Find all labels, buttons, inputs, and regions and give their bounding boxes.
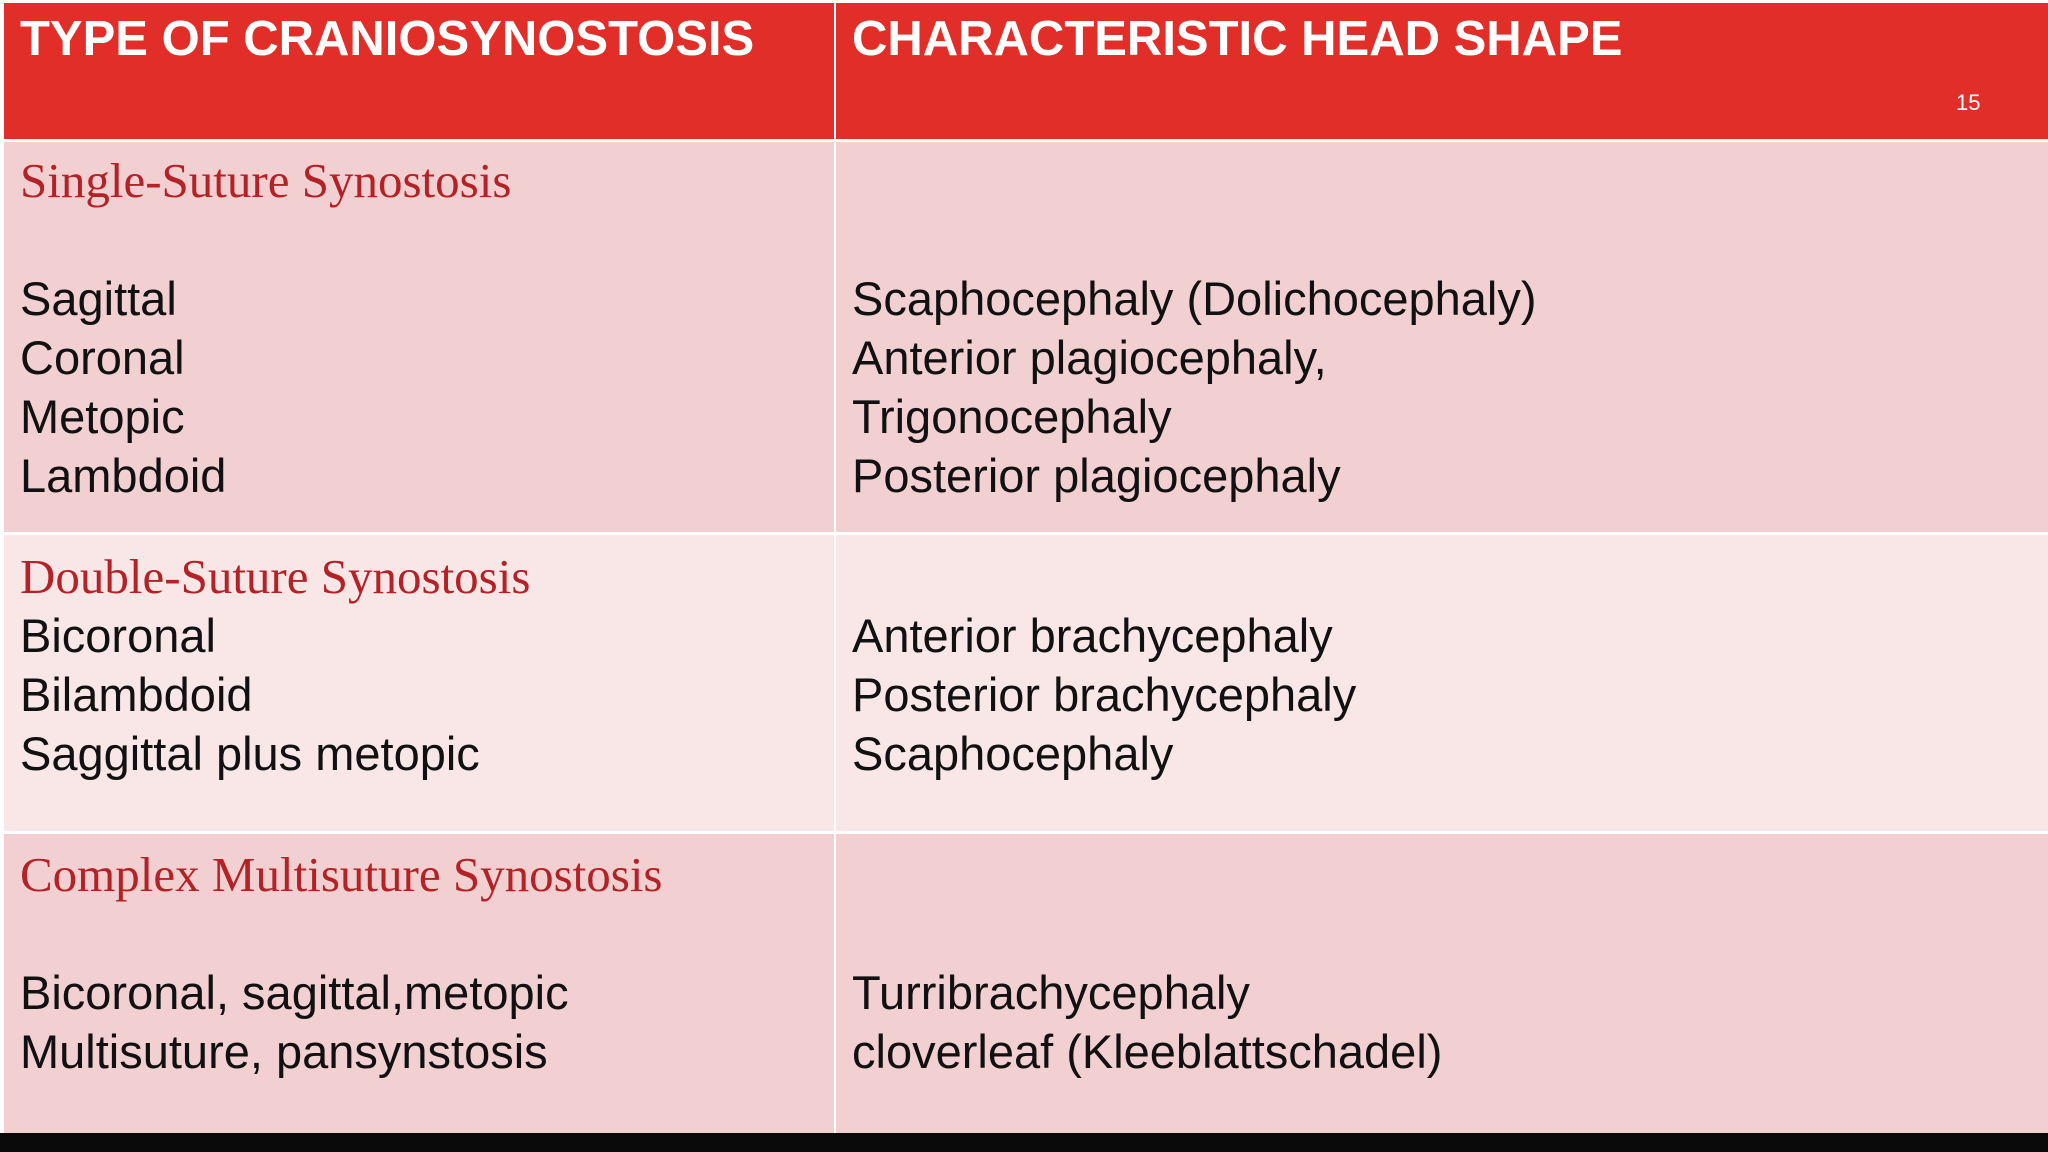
shape-turribrachycephaly: Turribrachycephaly — [852, 966, 1250, 1019]
type-bicoronal: Bicoronal — [20, 609, 216, 662]
single-suture-types-cell — [4, 142, 834, 532]
type-bilambdoid: Bilambdoid — [20, 668, 253, 721]
section-title-double-suture: Double-Suture Synostosis — [20, 549, 531, 604]
shape-posterior-brachycephaly: Posterior brachycephaly — [852, 668, 1357, 721]
single-suture-shapes-cell — [836, 142, 2048, 532]
type-coronal: Coronal — [20, 331, 185, 384]
section-title-single-suture: Single-Suture Synostosis — [20, 153, 512, 208]
type-bicoronal-sagittal-metopic: Bicoronal, sagittal,metopic — [20, 966, 569, 1019]
shape-trigonocephaly: Trigonocephaly — [852, 390, 1172, 443]
header-type-label: TYPE OF CRANIOSYNOSTOSIS — [20, 12, 755, 66]
header-shape-label: CHARACTERISTIC HEAD SHAPE — [852, 12, 1623, 66]
type-multisuture-pansynostosis: Multisuture, pansynstosis — [20, 1025, 548, 1078]
shape-anterior-brachycephaly: Anterior brachycephaly — [852, 609, 1333, 662]
type-lambdoid: Lambdoid — [20, 449, 227, 502]
shape-anterior-plagiocephaly: Anterior plagiocephaly, — [852, 331, 1327, 384]
type-sagittal-plus-metopic: Saggittal plus metopic — [20, 727, 480, 780]
complex-multisuture-shapes-cell — [836, 834, 2048, 1133]
type-metopic: Metopic — [20, 390, 185, 443]
section-title-complex-multisuture: Complex Multisuture Synostosis — [20, 847, 663, 902]
shape-posterior-plagiocephaly: Posterior plagiocephaly — [852, 449, 1341, 502]
shape-scaphocephaly-dolichocephaly: Scaphocephaly (Dolichocephaly) — [852, 272, 1537, 325]
complex-multisuture-types-cell — [4, 834, 834, 1133]
shape-cloverleaf: cloverleaf (Kleeblattschadel) — [852, 1025, 1443, 1078]
type-sagittal: Sagittal — [20, 272, 177, 325]
header-col-shape — [836, 3, 2048, 139]
bottom-bar — [0, 1133, 2048, 1152]
double-suture-types-cell — [4, 535, 834, 831]
slide-number: 15 — [1956, 90, 1981, 115]
header-col-type — [4, 3, 834, 139]
shape-scaphocephaly: Scaphocephaly — [852, 727, 1174, 780]
double-suture-shapes-cell — [836, 535, 2048, 831]
